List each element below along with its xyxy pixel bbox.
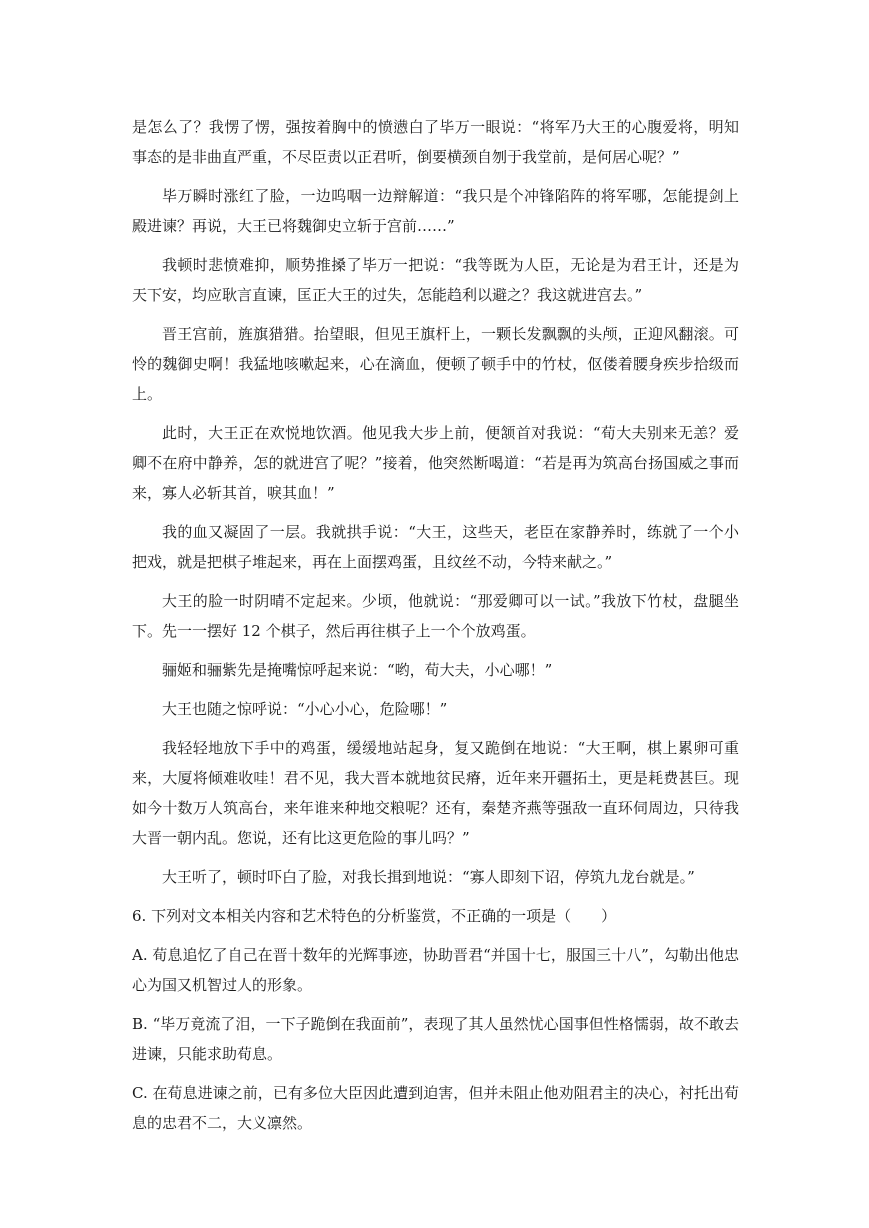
- paragraph-9: 大王也随之惊呼说：“小心小心，危险哪！”: [162, 700, 448, 718]
- option-a: A. 荀息追忆了自己在晋十数年的光辉事迹，协助晋君“并国十七，服国三十八”，勾勒出他忠心为国又机智过人的形象。: [132, 946, 739, 994]
- paragraph-3: 我顿时悲愤难抑，顺势推搡了毕万一把说：“我等既为人臣，无论是为君王计，还是为天下安，均应耿言直谏，匡正大王的过失，怎能趋利以避之？我这就进宫去。”: [132, 256, 739, 304]
- paragraph-5: 此时，大王正在欢悦地饮酒。他见我大步上前，便颔首对我说：“荀大夫别来无恙？爱卿不在府中静养，怎的就进宫了呢？”接着，他突然断喝道：“若是再为筑高台扬国威之事而来，寡人必斩其首，唳其血！”: [132, 424, 739, 502]
- question-stem: 6. 下列对文本相关内容和艺术特色的分析鉴赏，不正确的一项是（ ）: [132, 907, 617, 925]
- option-c: C. 在荀息进谏之前，已有多位大臣因此遭到迫害，但并未阻止他劝阻君主的决心，衬托出荀息的忠君不二，大义凛然。: [132, 1084, 739, 1132]
- paragraph-7: 大王的脸一时阴晴不定起来。少顷，他就说：“那爱卿可以一试。”我放下竹杖，盘腿坐下。先一一摆好 12 个棋子，然后再往棋子上一个个放鸡蛋。: [132, 592, 739, 640]
- paragraph-8: 骊姬和骊紫先是掩嘴惊呼起来说：“哟，荀大夫，小心哪！”: [162, 661, 553, 679]
- paragraph-11: 大王听了，顿时吓白了脸，对我长揖到地说：“寡人即刻下诏，停筑九龙台就是。”: [162, 868, 695, 886]
- paragraph-1: 是怎么了？我愣了愣，强按着胸中的愤懑白了毕万一眼说：“将军乃大王的心腹爱将，明知事态的是非曲直严重，不尽臣责以正君听，倒要横颈自刎于我堂前，是何居心呢？”: [132, 118, 739, 166]
- paragraph-10: 我轻轻地放下手中的鸡蛋，缓缓地站起身，复又跪倒在地说：“大王啊，棋上累卵可重来，大厦将倾难收哇！君不见，我大晋本就地贫民瘠，近年来开疆拓土，更是耗费甚巨。现如今十数万人筑高台，来年谁来种地交粮呢？还有，秦楚齐燕等强敌一直环伺周边，只待我大晋一朝内乱。您说，还有比这更危险的事儿吗？”: [132, 739, 739, 847]
- paragraph-4: 晋王宫前，旌旗猎猎。抬望眼，但见王旗杆上，一颗长发飘飘的头颅，正迎风翻滚。可怜的魏御史啊！我猛地咳嗽起来，心在滴血，便顿了顿手中的竹杖，伛偻着腰身疾步拾级而上。: [132, 325, 739, 403]
- paragraph-2: 毕万瞬时涨红了脸，一边呜咽一边辩解道：“我只是个冲锋陷阵的将军哪，怎能提剑上殿进谏？再说，大王已将魏御史立斩于宫前……”: [132, 187, 739, 235]
- option-b: B. “毕万竟流了泪，一下子跪倒在我面前”，表现了其人虽然忧心国事但性格懦弱，故不敢去进谏，只能求助荀息。: [132, 1015, 739, 1063]
- paragraph-6: 我的血又凝固了一层。我就拱手说：“大王，这些天，老臣在家静养时，练就了一个小把戏，就是把棋子堆起来，再在上面摆鸡蛋，且纹丝不动，今特来献之。”: [132, 523, 739, 571]
